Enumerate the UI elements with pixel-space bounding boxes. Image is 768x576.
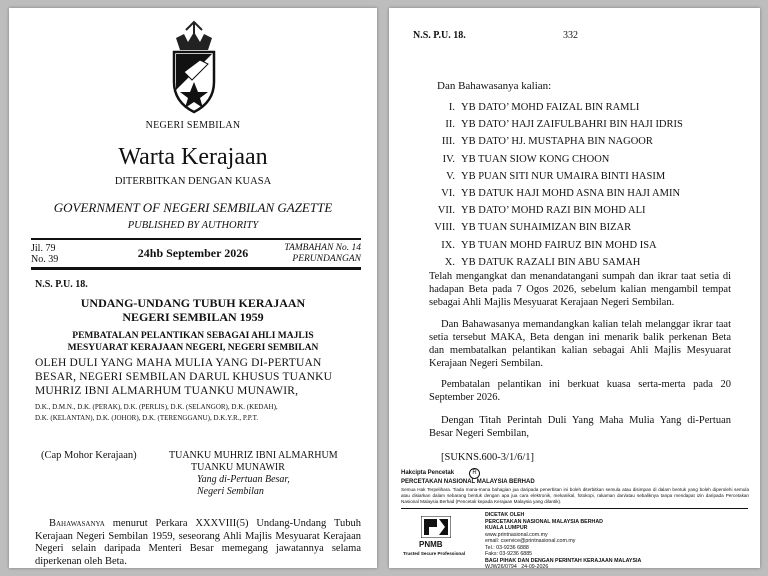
member-item: VI. YB DATUK HAJI MOHD ASNA BIN HAJI AMIN [441,188,681,200]
signatory-line-2: TUANKU MUNAWIR [191,462,285,473]
subject-line-2: MESYUARAT KERAJAAN NEGERI, NEGERI SEMBILAN [67,343,319,353]
printer-city: KUALA LUMPUR [485,525,528,531]
member-item: IX. YB TUAN MOHD FAIRUZ BIN MOHD ISA [441,239,657,251]
published-english: PUBLISHED BY AUTHORITY [127,220,259,231]
preamble-text: menurut Perkara XXXVIII(5) Undang-Undang Tubuh Kerajaan Negeri Sembilan 1959, seseorang Ahli Majlis Mesyuarat Kerajaan Negeri selain daripada Menteri Besar memegang jawatannya selama diperkenan oleh Beta. [35,518,361,567]
pu-reference: N.S. P.U. 18. [413,30,466,41]
law-title-line-2: NEGERI SEMBILAN 1959 [122,310,264,324]
government-authority: BAGI PIHAK DAN DENGAN PERINTAH KERAJAAN MALAYSIA [485,557,642,564]
footer-rule [401,508,748,509]
law-title [9,296,377,324]
honours-line-2: D.K. (KELANTAN), D.K. (JOHOR), D.K. (TERENGGANU), D.K.Y.R., P.P.T. [35,414,259,422]
volume-label: Jil. 79 [31,243,56,254]
pu-reference: N.S. P.U. 18. [35,279,88,290]
signatory-state: Negeri Sembilan [197,486,264,497]
oath-paragraph: Telah mengangkat dan menandatangani sumpah dan ikrar taat setia di hadapan Beta pada 7 Ogos 2026, sebelum kalian mengambil tempat sebagai Ahli Majlis Mesyuarat Kerajaan Negeri Sembilan. [429,271,731,308]
print-code: WJW26/0794 24-09-2026 [485,564,549,568]
pnmb-logo-text: PNMB [419,540,443,549]
printer-telephone: Tel.: 03-9236 6888 [485,544,529,551]
ruler-line-3: MUHRIZ IBNI ALMARHUM TUANKU MUNAWIR, [35,385,299,397]
gazette-title-english: GOVERNMENT OF NEGERI SEMBILAN GAZETTE [53,200,333,215]
copyright-label: Hakcipta Pencetak [401,470,455,476]
pnmb-logo-icon [421,516,451,538]
page-number: 332 [563,30,578,41]
subject-line-1: PEMBATALAN PELANTIKAN SEBAGAI AHLI MAJLIS [72,331,314,341]
printer-name-imprint: PERCETAKAN NASIONAL MALAYSIA BERHAD [485,518,604,525]
members-list [415,99,683,271]
number-label: No. 39 [31,254,59,265]
supplement-label: TAMBAHAN No. 14 [284,243,361,253]
members-intro: Dan Bahawasanya kalian: [437,80,552,92]
member-item: IV. YB TUAN SIOW KONG CHOON [442,153,610,165]
gazette-title: Warta Kerajaan [118,144,268,170]
file-reference: [SUKNS.600-3/1/6/1] [441,452,535,463]
notice-subject [9,330,377,354]
signature-block [169,450,338,498]
state-seal-label: (Cap Mohor Kerajaan) [41,450,137,461]
copyright-notice: Semua Hak Terpelihara. Tiada mana-mana bahagian jua daripada penerbitan ini boleh diterbitkan semula atau disimpan di dalam bentuk yang boleh diperolehi semula atau disiarkan dalam sebarang bentuk dengan apa jua cara elektronik, mekanikal, fotokopi, rakaman dan/atau sebaliknya tanpa mendapat izin daripada Percetakan Nasional Malaysia Berhad (Pencetak kepada Kerajaan Malaysia yang dilantik). [401,487,749,504]
signatory-title: Yang di-Pertuan Besar, [197,474,290,485]
masthead-rule-bottom [31,267,361,270]
member-item: I. YB DATO’ MOHD FAIZAL BIN RAMLI [448,102,640,113]
ruler-honours [35,402,278,424]
printer-website: www.printnasional.com.my [485,531,548,538]
printer-name: PERCETAKAN NASIONAL MALAYSIA BERHAD [401,479,535,485]
printer-imprint [485,512,641,568]
gazette-page-right [389,8,760,568]
preamble-paragraph [35,518,361,568]
printer-fax: Faks: 03-9236 6885 [485,551,533,557]
registered-icon: R [469,468,480,479]
member-item: VIII. YB TUAN SUHAIMIZAN BIN BIZAR [434,222,632,234]
member-item: VII. YB DATO’ MOHD RAZI BIN MOHD ALI [437,205,646,217]
published-malay: DITERBITKAN DENGAN KUASA [114,176,272,187]
royal-command-paragraph: Dengan Titah Perintah Duli Yang Maha Mulia Yang di-Pertuan Besar Negeri Sembilan, [429,415,731,439]
honours-line-1: D.K., D.M.N., D.K. (PERAK), D.K. (PERLIS), D.K. (SELANGOR), D.K. (KEDAH), [35,403,278,411]
legislation-label: PERUNDANGAN [292,254,361,264]
ruler-line-1: OLEH DULI YANG MAHA MULIA YANG DI-PERTUAN [35,357,322,369]
gazette-page-left [9,8,377,568]
pnmb-tagline: Trusted Secure Professional [403,551,466,556]
preamble-lead: Bahawasanya [49,518,105,529]
law-title-line-1: UNDANG-UNDANG TUBUH KERAJAAN [80,296,306,310]
signatory-line-1: TUANKU MUHRIZ IBNI ALMARHUM [169,450,338,461]
state-name: NEGERI SEMBILAN [145,120,241,131]
member-item: X. YB DATUK RAZALI BIN ABU SAMAH [444,256,641,268]
issue-date: 24hb September 2026 [137,246,249,260]
effective-paragraph: Pembatalan pelantikan ini berkuat kuasa serta-merta pada 20 September 2026. [429,379,731,403]
member-item: II. YB DATO’ HAJI ZAIFULBAHRI BIN HAJI IDRIS [445,119,683,131]
printer-email: email: cservice@printnasional.com.my [485,538,576,544]
ruler-line-2: BESAR, NEGERI SEMBILAN DARUL KHUSUS TUANKU [35,371,333,383]
revocation-paragraph: Dan Bahawasanya memandangkan kalian telah melanggar ikrar taat setia tersebut MAKA, Beta dengan ini menarik balik perkenan Beta dan membatalkan pelantikan kalian sebagai Ahli Majlis Mesyuarat Kerajaan Negeri Sembilan. [429,319,731,369]
printed-by-label: DICETAK OLEH [485,512,525,518]
state-crest-icon [164,20,224,116]
member-item: V. YB PUAN SITI NUR UMAIRA BINTI HASIM [446,170,666,182]
masthead-rule-top [31,238,361,240]
pnmb-logo [421,516,451,538]
member-item: III. YB DATO’ HJ. MUSTAPHA BIN NAGOOR [441,136,653,148]
ruler-proclamation [35,356,332,398]
